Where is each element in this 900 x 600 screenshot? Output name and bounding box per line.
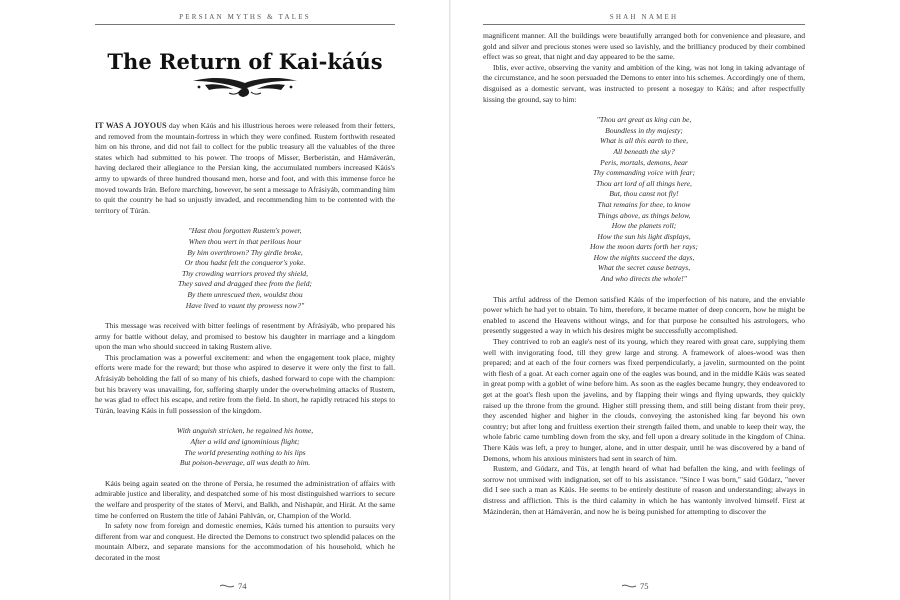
paragraph: This proclamation was a powerful excitement: and when the engagement took place, mighty efforts were made for the reward; but those who aspired to deserve it were only the first to fall. Afrásiyáb beholding the fall of so many of his chiefs, dashed forward to cope with the champion: but his bravery was unavailing, for, suffering sharply under the overwhelming attacks of Rustem, he was glad to effect his escape, and retire from the field. In short, he rapidly retraced his steps to Túrán, leaving Káús in full possession of the kingdom. xyxy=(95,352,395,415)
verse-line: What the secret cause betrays, xyxy=(597,263,691,273)
page-number: 74 xyxy=(238,581,247,591)
header-rule-right xyxy=(483,24,805,25)
verse-line: Thou art lord of all things here, xyxy=(596,178,692,188)
paragraph: Rustem, and Gúdarz, and Tús, at length heard of what had befallen the king, and with feelings of sorrow not unmixed with indignation, set off to his assistance. "Since I was born," said Gúdarz, "never did I see such a man as Káús. He seems to be entirely destitute of reason and understanding; always in distress and affliction. This is the third calamity in which he has wantonly involved himself. First at Mázinderán, then at Hámáverán, and now he is being punished for attempting to discover the xyxy=(483,464,805,516)
verse-line: The world presenting nothing to his lips xyxy=(184,447,306,457)
verse-line: By him overthrown? Thy girdle broke, xyxy=(187,247,303,257)
running-head-left: PERSIAN MYTHS & TALES xyxy=(179,13,311,21)
verse-line: Or thou hadst felt the conqueror's yoke. xyxy=(184,258,306,268)
verse-line: After a wild and ignominious flight; xyxy=(190,437,300,447)
verse-line: Thy commanding voice with fear; xyxy=(592,168,696,178)
verse-line: And who directs the whole!" xyxy=(600,274,687,284)
verse-line: "Hast thou forgotten Rustem's power, xyxy=(188,226,302,236)
verse-line: "Thou art great as king can be, xyxy=(596,115,692,125)
verse-line: All beneath the sky? xyxy=(613,146,675,156)
paragraph: magnificent manner. All the buildings were beautifully arranged both for convenience and pleasure, and gold and silver and precious stones were used so lavishly, and the brilliancy produced by their combined effect was so great, that night and day appeared to be the same. xyxy=(483,31,805,62)
verse-line: That remains for thee, to know xyxy=(597,199,691,209)
verse-block-3 xyxy=(483,115,805,285)
verse-line: How the sun his light displays, xyxy=(597,231,691,241)
verse-line: But poison-beverage, all was death to him. xyxy=(179,458,311,468)
verse-line: They saved and dragged thee from the field; xyxy=(177,279,313,289)
verse-line: But, thou canst not fly! xyxy=(609,189,679,199)
opening-text: day when Káús and his illustrious heroes were released from their fetters, and removed from the mountain-fortress in which they were confined. Rustem forthwith reseated him on his throne, and did not fail to collect for the public treasury all the valuables of the three states which had submitted to his power. The troops of Misser, Berberistán, and Hámáverán, having declared their allegiance to the Persian king, the accumulated numbers increased Káús's army to upwards of three hundred thousand men, horse and foot, and with this immense force he moved towards Irán. Before marching, however, he sent a message to Afrásiyáb, commanding him to quit the country he had so unjustly invaded, and recommending him to be contented with the territory of Túrán. xyxy=(95,121,396,215)
chapter-title: The Return of Kai-káús xyxy=(107,49,383,74)
verse-block-1 xyxy=(95,226,395,311)
verse-line: What is all this earth to thee, xyxy=(600,136,688,146)
verse-line: How the nights succeed the days, xyxy=(593,252,695,262)
page-number: 75 xyxy=(640,581,649,591)
page-number-right xyxy=(622,581,649,591)
right-page xyxy=(450,0,900,600)
verse-line: Things above, as things below, xyxy=(597,210,691,220)
running-head-right: SHAH NAMEH xyxy=(609,13,679,21)
left-body-text xyxy=(95,121,395,564)
verse-line: How the planets roll; xyxy=(611,221,677,231)
verse-line: How the moon darts forth her rays; xyxy=(590,242,698,252)
page-number-left xyxy=(220,581,247,591)
folio-flourish-icon xyxy=(220,583,234,589)
verse-block-2 xyxy=(95,426,395,468)
verse-line: Have lived to vaunt thy prowess now?" xyxy=(185,300,305,310)
folio-flourish-icon xyxy=(622,583,636,589)
paragraph: Iblís, ever active, observing the vanity and ambition of the king, was not long in taking advantage of the circumstance, and he soon persuaded the Demons to enter into his schemes. Accordingly one of them, disguised as a domestic servant, was instructed to present a nosegay to Káús; and after respectfully kissing the ground, say to him: xyxy=(483,62,805,104)
title-ornament-icon xyxy=(185,73,305,99)
paragraph: Káús being again seated on the throne of Persia, he resumed the administration of affairs with admirable justice and liberality, and despatched some of his most distinguished warriors to secure the welfare and prosperity of the states of Mervi, and Balkh, and Nishapúr, and Hirát. At the same time he conferred on Rustem the title of Jaháni Pahlván, or, Champion of the World. xyxy=(95,478,395,520)
verse-line: By them unrescued then, wouldst thou xyxy=(187,289,303,299)
header-rule-left xyxy=(95,24,395,25)
paragraph: They contrived to rob an eagle's nest of its young, which they reared with great care, supplying them well with invigorating food, till they grew large and strong. A framework of aloes-wood was then prepared; and at each of the four corners was fixed perpendicularly, a javelin, surmounted on the point with flesh of a goat. At each corner again one of the eagles was bound, and in the middle Káús was seated in great pomp with a goblet of wine before him. As soon as the eagles became hungry, they endeavored to get at the goat's flesh upon the javelins, and by flapping their wings and flying upwards, they quickly raised up the throne from the ground. Higher still pressing them, and still being distant from their prey, they ascended higher and higher in the clouds, conveying the astonished king far beyond his own country; but after long and fruitless exertion their strength failed them, and unable to keep their way, the whole fabric came tumbling down from the sky, and fell upon a dreary solitude in the kingdom of China. There Káús was left, a prey to hunger, alone, and in utter despair, until he was discovered by a band of Demons, whom his anxious ministers had sent in search of him. xyxy=(483,337,805,463)
lead-words: IT WAS A JOYOUS xyxy=(95,121,167,130)
paragraph: In safety now from foreign and domestic enemies, Káús turned his attention to pursuits very different from war and conquest. He directed the Demons to construct two splendid palaces on the mountain Alberz, and separate mansions for the accommodation of his household, which he decorated in the most xyxy=(95,521,395,562)
verse-line: Peris, mortals, demons, hear xyxy=(600,157,688,167)
paragraph: This artful address of the Demon satisfied Káús of the imperfection of his nature, and the enviable power which he had yet to obtain. To him, therefore, it became matter of deep concern, how he might be enabled to ascend the Heavens without wings, and for that purpose he consulted his astrologers, who presently suggested a way in which his desires might be successfully accomplished. xyxy=(483,294,805,336)
verse-line: When thou wert in that perilous hour xyxy=(188,236,302,246)
opening-paragraph xyxy=(95,121,395,216)
verse-line: With anguish stricken, he regained his home, xyxy=(176,426,314,436)
paragraph: This message was received with bitter feelings of resentment by Afrásiyáb, who prepared his army for battle without delay, and promised to bestow his daughter in marriage and a kingdom upon the man who should succeed in taking Rustem alive. xyxy=(95,321,395,352)
verse-line: Boundless in thy majesty; xyxy=(605,125,683,135)
right-body-text xyxy=(483,31,805,517)
verse-line: Thy crowding warriors proved thy shield, xyxy=(182,268,308,278)
